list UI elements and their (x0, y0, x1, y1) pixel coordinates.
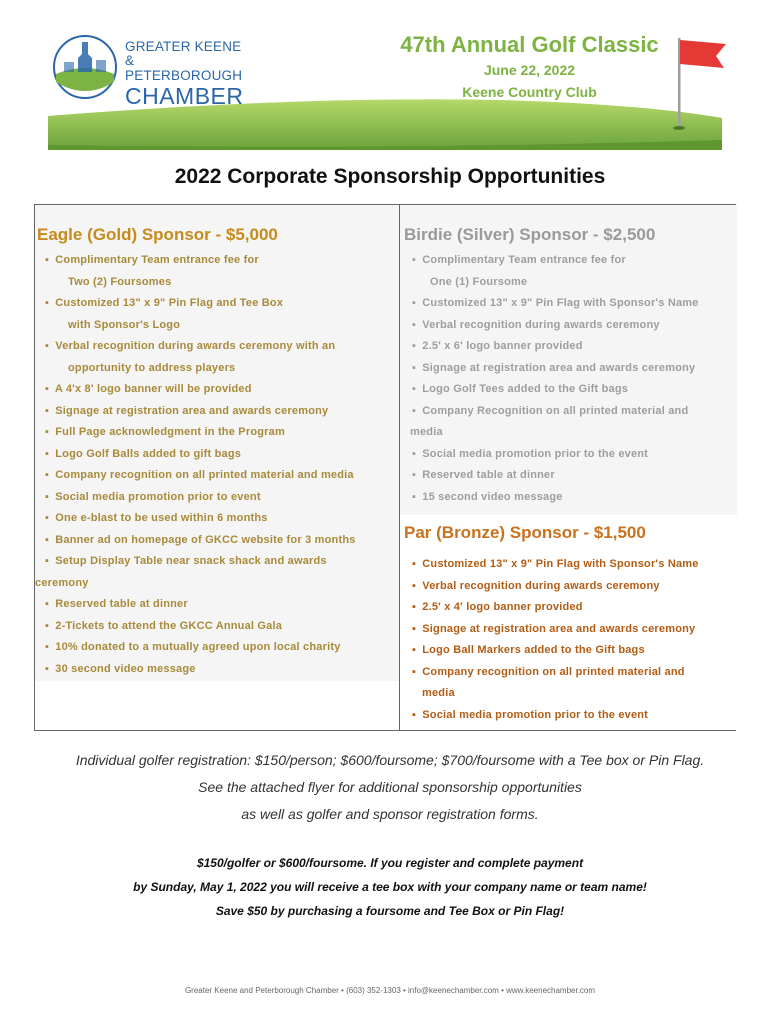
forms-note: as well as golfer and sponsor registration forms. (241, 806, 539, 822)
sponsorship-table (34, 204, 736, 731)
event-date: June 22, 2022 (483, 62, 576, 78)
bronze-heading: Par (Bronze) Sponsor - $1,500 (404, 523, 646, 542)
list-item: ▪ Signage at registration area and awards ceremony (45, 404, 329, 417)
list-item: ▪ Complimentary Team entrance fee for (412, 254, 626, 266)
silver-heading: Birdie (Silver) Sponsor - $2,500 (404, 225, 656, 244)
list-item: media (410, 426, 443, 438)
list-item: Two (2) Foursomes (68, 275, 172, 288)
offer-line1: $150/golfer or $600/foursome. If you register and complete payment (196, 856, 584, 870)
list-item: ▪ Full Page acknowledgment in the Program (45, 426, 285, 438)
bronze-benefits-list (412, 554, 699, 726)
list-item: ▪ Verbal recognition during awards ceremony (412, 318, 660, 331)
list-item: ▪ A 4'x 8' logo banner will be provided (45, 383, 252, 395)
list-item: One (1) Foursome (430, 275, 528, 288)
list-item: ▪ 2.5' x 6' logo banner provided (412, 340, 583, 352)
list-item: ▪ Verbal recognition during awards ceremony (412, 579, 660, 592)
list-item: ▪ Social media promotion prior to event (45, 490, 261, 503)
list-item: ▪ Company recognition on all printed material and (412, 665, 685, 678)
page-title: 2022 Corporate Sponsorship Opportunities (174, 165, 606, 188)
list-item: ▪ Reserved table at dinner (412, 469, 555, 481)
event-title: 47th Annual Golf Classic (400, 32, 659, 57)
registration-note: Individual golfer registration: $150/person; $600/foursome; $700/foursome with a Tee box or Pin Flag. (75, 752, 705, 768)
list-item: ▪ 15 second video message (412, 490, 563, 503)
list-item: ▪ Logo Golf Tees added to the Gift bags (412, 383, 629, 395)
list-item: ▪ 10% donated to a mutually agreed upon local charity (45, 641, 341, 653)
golf-flag-icon (668, 38, 732, 130)
offer-line2: by Sunday, May 1, 2022 you will receive a tee box with your company name or team name! (133, 880, 647, 894)
list-item: ▪ Logo Golf Balls added to gift bags (45, 447, 242, 460)
footer-contact: Greater Keene and Peterborough Chamber • (603) 352-1303 • info@keenechamber.com • www.keenechamber.com (184, 986, 596, 995)
list-item: ▪ Company Recognition on all printed material and (412, 404, 689, 417)
list-item: ▪ Signage at registration area and awards ceremony (412, 361, 696, 374)
list-item: ▪ 2-Tickets to attend the GKCC Annual Gala (45, 619, 283, 632)
list-item: media (422, 687, 455, 699)
list-item: ▪ Reserved table at dinner (45, 598, 188, 610)
list-item: ▪ Logo Ball Markers added to the Gift bags (412, 644, 645, 656)
silver-benefits-list (412, 250, 699, 508)
silver-bronze-column (399, 205, 736, 730)
list-item: ▪ Social media promotion prior to the event (412, 447, 649, 460)
gold-benefits-list (35, 250, 356, 680)
list-item: ▪ Banner ad on homepage of GKCC website for 3 months (45, 533, 356, 546)
list-item: ▪ Company recognition on all printed material and media (45, 469, 354, 481)
chamber-logo (52, 34, 242, 114)
list-item: ▪ Customized 13" x 9" Pin Flag with Sponsor's Name (412, 297, 699, 309)
logo-line1: GREATER KEENE & (125, 39, 242, 68)
list-item: ceremony (35, 576, 89, 589)
gold-column (35, 205, 399, 681)
list-item: ▪ Customized 13" x 9" Pin Flag with Sponsor's Name (412, 558, 699, 570)
list-item: ▪ Social media promotion prior to the event (412, 708, 649, 721)
offer-line3: Save $50 by purchasing a foursome and Tee Box or Pin Flag! (215, 904, 565, 918)
event-venue: Keene Country Club (462, 84, 597, 100)
logo-line3: CHAMBER (125, 82, 244, 109)
chamber-emblem-icon (52, 34, 118, 100)
header (0, 0, 770, 160)
list-item: ▪ 30 second video message (45, 662, 196, 675)
list-item: ▪ Verbal recognition during awards ceremony with an (45, 340, 336, 352)
flyer-note: See the attached flyer for additional sponsorship opportunities (198, 779, 582, 795)
list-item: ▪ 2.5' x 4' logo banner provided (412, 601, 583, 613)
list-item: ▪ Signage at registration area and awards ceremony (412, 622, 696, 635)
list-item: with Sponsor's Logo (68, 318, 181, 331)
list-item: ▪ Complimentary Team entrance fee for (45, 254, 259, 266)
list-item: opportunity to address players (68, 361, 236, 374)
silver-section (400, 205, 737, 515)
list-item: ▪ One e-blast to be used within 6 months (45, 512, 268, 524)
list-item: ▪ Customized 13" x 9" Pin Flag and Tee Box (45, 297, 284, 309)
list-item: ▪ Setup Display Table near snack shack and awards (45, 555, 327, 567)
logo-line2: PETERBOROUGH (125, 68, 243, 83)
gold-heading: Eagle (Gold) Sponsor - $5,000 (37, 225, 278, 244)
